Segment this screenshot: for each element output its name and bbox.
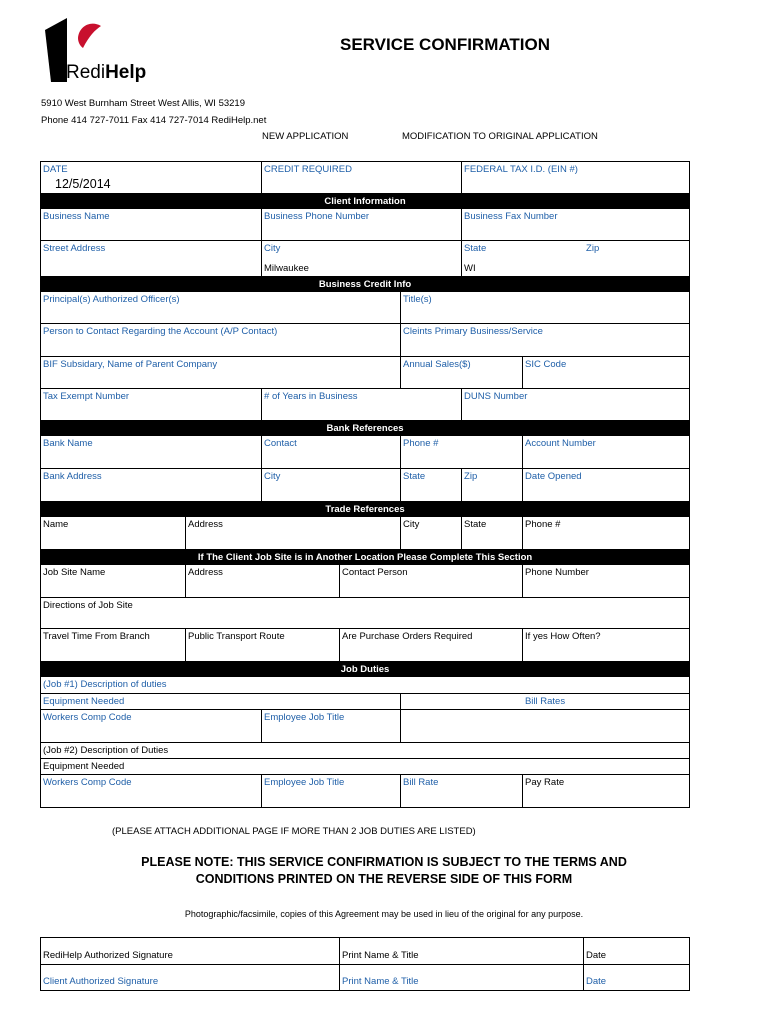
job2-equipment-field[interactable]: Equipment Needed	[41, 759, 690, 775]
service-confirmation-form	[40, 161, 690, 808]
sic-code-field[interactable]: SIC Code	[523, 357, 690, 389]
section-trade-references: Trade References	[41, 502, 690, 517]
principals-field[interactable]: Principal(s) Authorized Officer(s)	[41, 292, 401, 324]
job-site-address-field[interactable]: Address	[186, 565, 340, 598]
annual-sales-field[interactable]: Annual Sales($)	[401, 357, 523, 389]
city-value: Milwaukee	[264, 263, 309, 274]
state-value: WI	[464, 263, 476, 274]
trade-city-field[interactable]: City	[401, 517, 462, 550]
trade-state-field[interactable]: State	[462, 517, 523, 550]
tax-exempt-field[interactable]: Tax Exempt Number	[41, 389, 262, 421]
bank-state-field[interactable]: State	[401, 469, 462, 502]
job-site-directions-field[interactable]: Directions of Job Site	[41, 598, 690, 629]
street-address-field[interactable]: Street Address	[41, 241, 262, 277]
attach-note: (PLEASE ATTACH ADDITIONAL PAGE IF MORE THAN 2 JOB DUTIES ARE LISTED)	[112, 826, 476, 837]
print-name-title-1[interactable]: Print Name & Title	[340, 938, 584, 965]
option-modification[interactable]: MODIFICATION TO ORIGINAL APPLICATION	[402, 131, 598, 142]
state-zip-field[interactable]: State Zip WI	[462, 241, 690, 277]
federal-tax-field[interactable]: FEDERAL TAX I.D. (EIN #)	[462, 162, 690, 194]
date-opened-field[interactable]: Date Opened	[523, 469, 690, 502]
company-contact: Phone 414 727-7011 Fax 414 727-7014 RediHelp.net	[41, 115, 267, 126]
duns-field[interactable]: DUNS Number	[462, 389, 690, 421]
years-in-business-field[interactable]: # of Years in Business	[262, 389, 462, 421]
redihelp-signature-field[interactable]: RediHelp Authorized Signature	[41, 938, 340, 965]
bank-contact-field[interactable]: Contact	[262, 436, 401, 469]
section-job-site: If The Client Job Site is in Another Location Please Complete This Section	[41, 550, 690, 565]
client-signature-field[interactable]: Client Authorized Signature	[41, 965, 340, 991]
titles-field[interactable]: Title(s)	[401, 292, 690, 324]
job1-description-field[interactable]: (Job #1) Description of duties	[41, 677, 690, 694]
purchase-orders-field[interactable]: Are Purchase Orders Required	[340, 629, 523, 662]
business-phone-field[interactable]: Business Phone Number	[262, 209, 462, 241]
job2-workers-comp-field[interactable]: Workers Comp Code	[41, 775, 262, 808]
trade-phone-field[interactable]: Phone #	[523, 517, 690, 550]
job2-pay-rate-field[interactable]: Pay Rate	[523, 775, 690, 808]
bank-zip-field[interactable]: Zip	[462, 469, 523, 502]
job1-employee-title-field[interactable]: Employee Job Title	[262, 710, 401, 743]
job2-bill-rate-field[interactable]: Bill Rate	[401, 775, 523, 808]
company-address: 5910 West Burnham Street West Allis, WI 53219	[41, 98, 245, 109]
option-new-application[interactable]: NEW APPLICATION	[262, 131, 349, 142]
section-job-duties: Job Duties	[41, 662, 690, 677]
bif-subsidiary-field[interactable]: BIF Subsidary, Name of Parent Company	[41, 357, 401, 389]
job1-bill-rate-value[interactable]	[401, 710, 690, 743]
date-field[interactable]: DATE 12/5/2014	[41, 162, 262, 194]
travel-time-field[interactable]: Travel Time From Branch	[41, 629, 186, 662]
job-site-name-field[interactable]: Job Site Name	[41, 565, 186, 598]
bank-name-field[interactable]: Bank Name	[41, 436, 262, 469]
job1-workers-comp-field[interactable]: Workers Comp Code	[41, 710, 262, 743]
job1-bill-rates-field[interactable]: Bill Rates	[401, 694, 690, 710]
bank-phone-field[interactable]: Phone #	[401, 436, 523, 469]
job-site-contact-field[interactable]: Contact Person	[340, 565, 523, 598]
bank-address-field[interactable]: Bank Address	[41, 469, 262, 502]
how-often-field[interactable]: If yes How Often?	[523, 629, 690, 662]
account-number-field[interactable]: Account Number	[523, 436, 690, 469]
job2-description-field[interactable]: (Job #2) Description of Duties	[41, 743, 690, 759]
signature-date-1[interactable]: Date	[584, 938, 690, 965]
business-name-field[interactable]: Business Name	[41, 209, 262, 241]
signature-date-2[interactable]: Date	[584, 965, 690, 991]
print-name-title-2[interactable]: Print Name & Title	[340, 965, 584, 991]
job2-employee-title-field[interactable]: Employee Job Title	[262, 775, 401, 808]
please-note-line2: CONDITIONS PRINTED ON THE REVERSE SIDE OF THIS FORM	[195, 872, 573, 886]
page-title: SERVICE CONFIRMATION	[340, 35, 550, 54]
trade-address-field[interactable]: Address	[186, 517, 401, 550]
copies-note: Photographic/facsimile, copies of this Agreement may be used in lieu of the original for any purpose.	[184, 909, 584, 919]
primary-business-field[interactable]: Cleints Primary Business/Service	[401, 324, 690, 357]
please-note-line1: PLEASE NOTE: THIS SERVICE CONFIRMATION IS SUBJECT TO THE TERMS AND	[141, 855, 627, 869]
job-site-phone-field[interactable]: Phone Number	[523, 565, 690, 598]
signature-table	[40, 937, 690, 991]
contact-person-field[interactable]: Person to Contact Regarding the Account (A/P Contact)	[41, 324, 401, 357]
date-value: 12/5/2014	[55, 177, 111, 191]
section-bank-references: Bank References	[41, 421, 690, 436]
job1-equipment-field[interactable]: Equipment Needed	[41, 694, 401, 710]
brand-name: RediHelp	[66, 62, 147, 83]
public-transport-field[interactable]: Public Transport Route	[186, 629, 340, 662]
city-field[interactable]: City Milwaukee	[262, 241, 462, 277]
trade-name-field[interactable]: Name	[41, 517, 186, 550]
business-fax-field[interactable]: Business Fax Number	[462, 209, 690, 241]
section-business-credit: Business Credit Info	[41, 277, 690, 292]
zip-label: Zip	[586, 243, 600, 254]
section-client-information: Client Information	[41, 194, 690, 209]
credit-required-field[interactable]: CREDIT REQUIRED	[262, 162, 462, 194]
bank-city-field[interactable]: City	[262, 469, 401, 502]
